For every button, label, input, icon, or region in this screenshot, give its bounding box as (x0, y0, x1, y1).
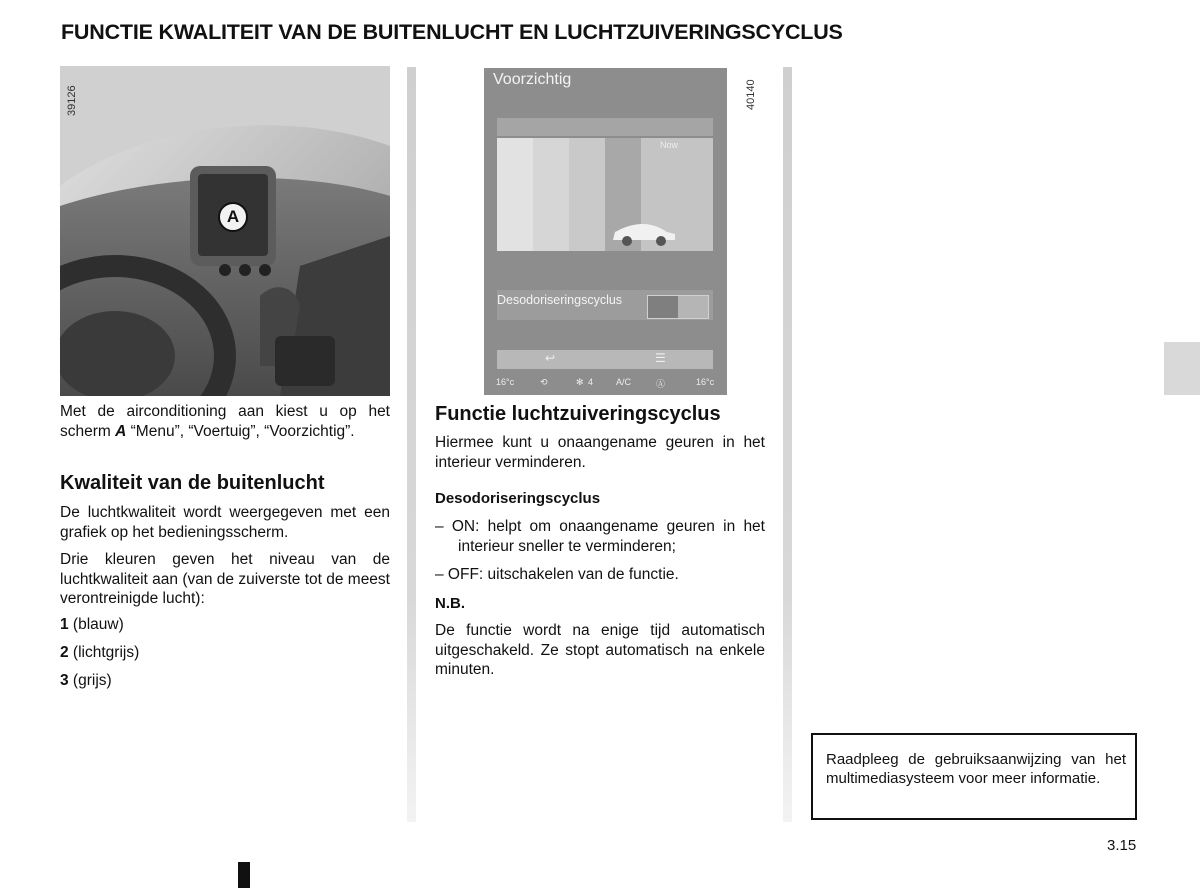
note-text: Raadpleeg de gebruiksaanwijzing van het multimediasysteem voor meer informatie. (826, 751, 1126, 787)
paragraph: Hiermee kunt u onaangename geuren in het interieur verminderen. (435, 434, 765, 471)
dashboard-photo (60, 66, 390, 396)
screen-bottom-bar (497, 350, 713, 369)
paragraph: De luchtkwaliteit wordt weergegeven met een grafiek op het bedieningsscherm. (60, 504, 390, 541)
level-item: 2 (lichtgrijs) (60, 644, 140, 661)
fan-icon[interactable]: ✻ (576, 377, 584, 387)
info-note-box (811, 733, 1137, 820)
now-label: Now (660, 140, 679, 150)
figure-label-a: A (218, 202, 248, 232)
figure-code: 40140 (745, 79, 757, 110)
section-heading-purification: Functie luchtzuiveringscyclus (435, 403, 721, 425)
section-heading-air-quality: Kwaliteit van de buitenlucht (60, 472, 325, 494)
paragraph: De functie wordt na enige tijd automatisch uitgeschakeld. Ze stopt automatisch na enkele minuten. (435, 622, 765, 678)
toggle-knob (648, 296, 678, 318)
column-divider (407, 67, 416, 822)
car-icon (609, 216, 679, 248)
setting-label: Desodoriseringscyclus (497, 293, 623, 307)
paragraph: Drie kleuren geven het niveau van de luchtkwaliteit aan (van de zuiverste tot de meest verontreinigde lucht): (60, 551, 390, 607)
figure-code: 39126 (66, 85, 78, 116)
dashboard-illustration (60, 66, 390, 396)
screen-title: Voorzichtig (493, 71, 572, 88)
print-mark (238, 862, 250, 888)
chart-bar (569, 138, 605, 251)
page-title: FUNCTIE KWALITEIT VAN DE BUITENLUCHT EN LUCHTZUIVERINGSCYCLUS (61, 20, 843, 44)
subheading: Desodoriseringscyclus (435, 490, 601, 507)
intro-text: Met de airconditioning aan kiest u op het scherm A “Menu”, “Voertuig”, “Voorzichtig”. (60, 403, 390, 440)
bullet-item: – OFF: uitschakelen van de functie. (435, 566, 679, 583)
chart-bar (497, 138, 533, 251)
multimedia-screen (484, 68, 727, 395)
back-icon[interactable]: ↩ (545, 351, 556, 365)
air-quality-chart (497, 138, 713, 251)
fan-level: 4 (588, 377, 594, 387)
bullet-item: – ON: helpt om onaangename geuren in het interieur sneller te verminderen; (435, 518, 765, 555)
level-item: 3 (grijs) (60, 672, 112, 689)
side-tab (1164, 342, 1200, 395)
level-item: 1 (blauw) (60, 616, 124, 633)
deodorize-toggle[interactable] (647, 295, 709, 319)
chart-bar (533, 138, 569, 251)
recirculation-icon[interactable]: ⟲ (540, 377, 548, 387)
temp-left[interactable]: 16°c (496, 377, 515, 387)
auto-icon[interactable]: Ⓐ (656, 379, 666, 389)
nb-label: N.B. (435, 595, 465, 612)
column-divider (783, 67, 792, 822)
ac-label[interactable]: A/C (616, 377, 632, 387)
menu-icon[interactable]: ☰ (655, 351, 666, 365)
page-number: 3.15 (1107, 837, 1137, 854)
status-bar (484, 374, 727, 392)
temp-right[interactable]: 16°c (696, 377, 715, 387)
chart-header (497, 118, 713, 136)
